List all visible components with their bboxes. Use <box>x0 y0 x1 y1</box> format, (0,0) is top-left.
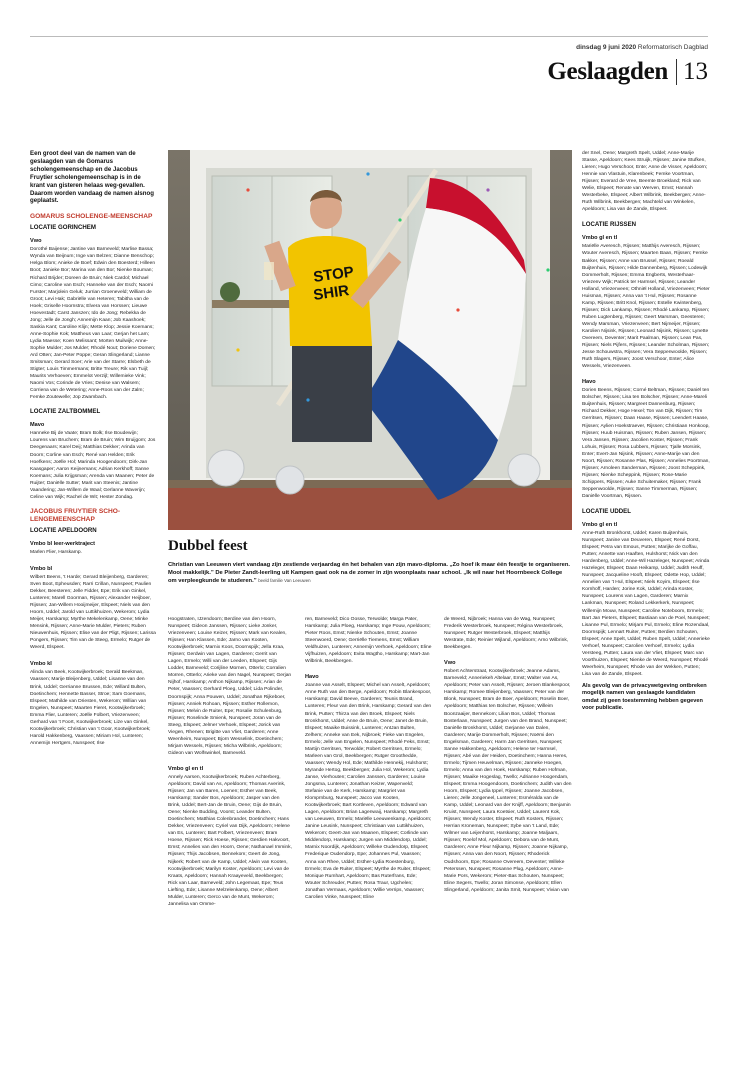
shirt-text-line-1: STOP <box>312 263 355 286</box>
names-list: Hanneke Bij de Vaate; Bram Bolk; Ilse Boudewijn; Lourens van Bruchem; Bram de Bruin; Wim Bruijgom; Jos Deegenaars; Karel Deij; Matthias Dekker; Arinda van Doorn; Corline van Esch; René van Helden; Erik Hoefkens; Joëlle Hol; Marinda Hoogendoorn; Dirk-Jan Kaasgaper; Aaron Keijnemans; Adrian Kerkhoff; Sanne Koemans; Julia Krijgsman; Arenda van Maanen; Peter de Ruijter; Daniëlle Sutter; Marit van Steenis; Jantine Vaandering; Jan-Willem de Waal; Gerlanne Waverijn; Celine van Wijk; Rachel de Wit; Hester Zondag. <box>30 431 156 500</box>
balloon-right <box>508 454 540 486</box>
names-list: Dorien Beens, Rijssen; Corné Beltman, Rijssen; Daniël ten Bolscher, Rijssen; Lisa ten Bolscher, Rijssen; Anne-Mareli Buijtenhuis, Rijssen; Margreet Dannenburg, Rijssen; Richard Dekker, Hoge Hexel; Ton van Dijk, Rijssen; Tim Gerritsen, Rijssen; Daan Haase, Rijssen; Leendert Haase, Rijssen; Aylien Hoekstraever, Rijssen; Christiaan Honkoop, Rijssen; Huub Huisman, Rijssen; Ruben Jansen, Rijssen; Vera Jansen, Rijssen; Jacolien Koster, Rijssen; Frank Lohuis, Rijssen; Rosa Lubbers, Rijssen; Tjalle Morsink, Enter; Evert-Jan Nijsink, Rijssen; Anne-Marije van den Noort, Rijssen; Rosanne Plas, Rijssen; Annelies Poortman, Rijssen; Arnoleen Sanderman, Rijssen; Joost Scheppink, Rijssen; Nienke Scheppink, Rijssen; Rose-Marie Schippers, Rijssen; Auke Schuitemaker, Rijssen; Frank Seppenwoolde, Rijssen; Sanne Timmerman, Rijssen; Daniëlle Voortman, Rijssen. <box>582 388 710 499</box>
subheading-mavo: Mavo <box>30 422 45 429</box>
names-list: Alinda van Beek, Kootwijkerbroek; Gerald Beekman, Vaassen; Marije Bleijenberg, Uddel; Lisanne van den Brink, Uddel; Gerrianne Brussen, Ede; Willard Bulten, Doetinchem; Hennette Basser, Stroe; Sam Goemans, Elspeet; Mathilde van Driesten, Wekerom; Willian van Engelen, Nunspeet; Maarten Fieret, Kootwijkerbroek; Emma Flier, Lunteren; Joëlle Folbert, Vriezenveen; Gerhard van 't Foort, Kootwijkerbroek; Lize van Ginkel, Kootwijkerbroek; Christian van 't Goor, Kootwijkerbroek; Harold Hakkenberg, Vaassen; Miriam Hol, Lunteren; Annemijn Hertgers, Nunspeet; Ilse <box>30 670 151 746</box>
school-heading-gomarus: GOMARUS SCHOLENGE-MEENSCHAP <box>30 213 153 221</box>
balloon-center <box>276 466 304 494</box>
intro-text: Een groot deel van de namen van de geslaagden van de Gomarus scholengemeenschap en de Jacobus Fruytier scholengemeenschap is in de krant van gisteren helaas weg-gevallen. Daarom worden vandaag de namen alsnog geplaatst. <box>30 150 154 205</box>
story-lead <box>168 562 572 586</box>
subheading-havo: Havo <box>305 674 319 681</box>
privacy-note: Als gevolg van de privacywetgeving ontbreken mogelijk namen van geslaagde kandidaten omdat zij geen toestemming hebben gegeven voor publicatie. <box>582 683 707 711</box>
school-heading-fruytier: JACOBUS FRUYTIER SCHO-LENGEMEENSCHAP <box>30 507 121 523</box>
balloon-left <box>208 450 244 486</box>
photo-credit: beeld familie Van Leeuwen <box>258 578 311 584</box>
person-trousers <box>292 346 372 442</box>
photo-illustration <box>168 150 572 530</box>
dateline <box>576 44 708 51</box>
location-heading-uddel: LOCATIE UDDEL <box>582 508 631 516</box>
glass <box>264 262 274 280</box>
lead-text: Christian van Leeuwen viert vandaag zijn zestiende verjaardag én het behalen van zijn mavo-diploma. „Zo hoef ik maar één feestje te organiseren. Mooi makkelijk.” De Pieter Zandt-leerling uit Kampen gaat ook na de zomer in zijn woonplaats naar school. „Ik wil naar het Hoornbeeck College om verpleegkunde te studeren.” <box>168 562 571 585</box>
newspaper-name: Reformatorisch Dagblad <box>637 44 708 51</box>
names-list: Dorothé Baijense; Jantine van Barneveld; Marlise Bassa; Wynda van Beijnum; Inge van Belzen; Dianne Benschop; Helga Blom; Anieke de Boef; Edwin den Boesterd; Hilleen Boot; Janieke Bor; Marina van den Bor; Nienke Bouman; Richard Brijder; Doreen de Bruin; Niek Cardol; Michael Cimo; Caroline van Esch; Hanneke van der Esch; Naomi Furster; Marjolein Geluk; Jurrian Groeneveld; William de Groot; Levi Hak; Gabriëlle van Heteren; Tabitha van de Hoek; Griselle Hoornstra; Elvera van Horssen; Lieuwe Hoevestadt; Carst Janszen; Ido de Jong; Rebekka de Jong; Jelle de Jongh; Annemijn Kaan; Job Kaashoek; Saskia Kant; Caroline Klijn; Mette Klop; Jessie Koemans; Anne-Sophie Kok; Mattheus van Laar; Gerjan het Lam; Lydia Maesse; Koen Melissant; Morten Muilwijk; Anne-Sophie Mulder; Jos Mulder; Rhodé Nout; Doriene Domen; Ard Otten; Jan-Peter Poppe; Geran Slingerland; Lianne Smitsman; Gerard Soer; Arie van der Starre; Elsbeth de Stigter; Louis Timmermans; Britte Treure; Rik van Tuijl; Maurits Verhoeven; Emmelot Verzijl; Willemieke Vink; Naomi Vos; Corinde de Vries; Denise van Walsem; Corriena van de Wetering; Anne-Roos van der Zalm; Femke Zoutewelle; Jop Zwambach. <box>30 247 156 401</box>
top-rule <box>30 36 708 37</box>
names-list: Joanne van Asselt, Elspeet; Michel van Asselt, Apeldoorn; Anne Ruth van den Berge, Apeldoorn; Robin Blankespoor, Harskamp; David Beeve, Garderen; Teunis Brand, Lunteren; Fleur van den Brink, Harskamp; Gerard van den Brink, Putten; Thirza van den Broek, Elspeet; Niels Bronkhorst, Uddel; Anne de Bruin, Oene; Janet de Bruin, Elspeet; Maaike Buissink, Lunteren; AntJan Bulten, Zelhem; Anneke van Eek, Nijbroek; Fieke van Engelen, Ermelo; Jelle van Engelen, Nunspeet; Rhodé Feks, Emst; Martijn Gerritsen, Terwolde; Robert Gerritsen, Ermelo; Marleen van Grol, Beekbergen; Rutger Groothedde, Vaassen; Wendy Hol, Ede; Mathilde Hennekij, Hulshorst; Myrande Hertog, Beekbergen; Julia Hol, Wekerom; Lydia Janse, Vierhouten; Carolien Janssen, Garderen; Louise Jongsma, Lunteren; Jonathan Keizer, Wapenveld; Stefanie van de Kerk, Harskamp; Margriet van Klomprnburg, Nunspeet; Jacco van Kooten, Kootwijkerbroek; Bart Kortleven, Apeldoorn; Edward van Lagen, Apeldoorn; Brian Lagenwaij, Harskamp; Margreth van Leeuwen, Ermelo; Mariëlle Leeuwenkamp, Apeldoorn; Janine Leusink, Nunspeet; Christiaan van Luttikhuizen, Wekerom; Geert-Jan van Maanen, Elspeet; Corlinde van Middendorp, Harskamp; Jurgen van Middendorp, Uddel; Marnix Noordijk, Apeldoorn; Willeke Oudendorp, Elspeet; Frederique Oudendorp, Epe; Johannes Pul, Vaassen; Anna van Rhee, Uddel; Esther-Lydia Roestenburg, Ermelo; Eva de Ruiter, Elspeet; Myrthe de Ruiter, Elspeet; Monique Rumhart, Apeldoorn; Bas Ruterfrans, Ede; Wouter Schreuder, Putten; Rosa Traur, Ugchelen; Jonathan Vermaas, Apeldoorn; Willie Verrips, Vaassen; Carolien Vinke, Nunspeet; Eline <box>305 683 432 900</box>
column-6 <box>582 150 710 1068</box>
subheading-gl-tl: Vmbo gl en tl <box>582 235 618 242</box>
subheading-havo: Havo <box>582 379 596 386</box>
page-number: 13 <box>683 58 708 85</box>
carpet <box>168 488 572 530</box>
subheading-vwo: Vwo <box>444 660 456 667</box>
names-list: der Snel, Oene; Margreth Spelt, Uddel; Anne-Marije Stasse, Apeldoorn; Kees Struijk, Rijssen; Janine Stufken, Lieren; Hugo Verschoor, Ente; Anne de Visser, Apeldoorn; Hennie van Vlastuin, Klarenbeek; Femke Voortman, Rijssen; Everard de Vree, Beemte Broekland; Rick van Welie, Elspeet; Renate van Werven, Emst; Hannah Westerbeke, Elspeet; Albert Wilbrink, Beekbergen; Anne-Ruth Wilbrink, Beekbergen; Machteld van Winkelen, Apeldoorn; Lisa van de Zande, Elspeet. <box>582 151 708 213</box>
names-list: Hoogstraten, IJzendoorn; Berdine van den Hoorn, Nunspeet; Gideon Janssen, Rijssen; Lieke Jonker, Vriezenveen; Louise Keizer, Rijssen; Mark van Kealen, Rijssen; Han Klassen, Ede; Jarno van Kooten, Kootwijkerbroek; Marnix Koos, Doornspijk; Jella Kraa, Rijssen; Gerdwin van Lagen, Garderen; Gerrit van Lagen, Ermelo; Willi van der Leeden, Elspeet; Gijs Lodder, Barneveld; Corijline Mornen, Otterlo; Corralien Morren, Otterlo; Arieke van den Nagel, Nunspeet; Gerjan Nijhof, Harskamp; Anthon Nijkamp, Rijssen; Arian de Peter, Vaassen; Gerhard Ploeg, Uddel; Lida Polinder, Doornspijk; Anna Pouwen, Uddel; Jonathan Rijkeboer, Rijssen; Anniek Rohoan, Rijssen; Esther Rollemon, Rijssen; Melvin de Ruiter, Epe; Rosalie Schulenburg, Rijssen; Roselinde Smienk, Nunspeet; Joran van de Steeg, Elspeet; Jelmer Verhoek, Elspeet; Jorick van Viegen, Rhenen; Brigitte van Vliet, Garderen; Anne Weenheim, Nunspeet; Bjorn Wesselink, Doetinchem; Mirjam Wessels, Rijssen; Micha Wilbrink, Apeldoorn; Gideon van Wolfswinkel, Barneveld. <box>168 617 292 756</box>
page-header <box>547 58 708 86</box>
subheading-gl-tl: Vmbo gl en tl <box>168 765 204 772</box>
subheading-bl: Vmbo bl <box>30 565 53 572</box>
section-title: Geslaagden <box>547 58 668 85</box>
names-list: Annely Aarsen, Kootwijkerbroek; Ruben Achterberg, Apeldoorn; David van As, Apeldoorn; Thomas Averink, Rijssen; Jan van Baren, Loenen; Esther van Beek, Harskamp; Sander Bos, Apeldoorn; Jasper van den Brink, Uddel; Bert-Jan de Bruin, Oene; Gijs de Bruin, Oene; Nienke Budding, Voorst; Leander Bulten, Doetinchem; Matthias Colenbrander, Doetinchem; Hans Dekker, Vriezenveen; Cyriel van Dijk, Apeldoorn; Helene van Es, Lunteren; Bart Folbert, Vriezenveen; Bram Hoese, Rijssen; Rick Hoese, Rijssen; Gerdien Hakvoort, Emst; Annelies van den Hoorn, Oene; Nathanael Immink, Rijssen; Thijs Jacobsen, Bennekom; Geert de Jong, Nijkerk; Robert van de Kamp, Uddel; Alwin van Kooten, Kootwijkerbroek; Marilyn Koster, Apeldoorn; Levi van de Kraats, Apeldoorn; Hannah Kraayeveld, Beekbergen; Rick van Laar, Barneveld; John Legemaat, Epe; Teus Liefting, Ede; Lisanne Melzelenkamp, Oene; Albert Mulder, Lunteren; Gerco van de Munt, Wekerom; Jannelisa van Omme- <box>168 774 292 907</box>
column-2 <box>168 616 293 1068</box>
names-list: Anne-Ruth Bronkhorst, Uddel; Karen Buijtenhuis, Nunspeet; Janine van Deuveren, Elspeet; René Dorst, Elspeet; Petra van Emous, Putten; Marijke de Goffau, Putten; Annette van Haaften, Hulshorst; Nick van den Hardenberg, Uddel; Anne-Wil Hazeleger, Nunspeet; Arinda Hazeleger, Elspeet; Daan Heikamp, Uddel; Judith Heuff, Nunspeet; Jacqueline Hooft, Elspeet; Odette Hop, Uddel; Annelien van 't Hul, Elspeet; Niels Koyim, Elspeet; Ilse Kornhoff, Harden; Jorine Kok, Uddel; Arinda Koster, Nunspeet; Lourens van Lagen, Garderen; Marnix Lankman, Nunspeet; Roland Lekkerkerk, Nunspeet; Willemijn Mouw, Nunspeet; Caroline Noteboom, Ermelo; Bart Jan Pieters, Elspeet; Bastiaan van de Poel, Nunspeet; Lisanne Pul, Ermelo; Mirjam Pul, Ermelo; Eline Rozendaal, Doornspijk; Lennart Ruiter, Putten; Berdien Schouten, Elspeet; Anne Spelt, Uddel; Ruben Spelt, Uddel; Annerieke Verhoef, Nunspeet; Carolien Verhoef, Ermelo; Lydia Versteeg, Putten; Laura van der Vliet, Elspeet; Marc van Voorthuizen, Elspeet; Nienke de Weerd, Nunspeet; Rhodé Weerheim, Nunspeet; Rhode van der Wekken, Putten; Lisa van de Zande, Elspeet. <box>582 531 710 677</box>
issue-date: dinsdag 9 juni 2020 <box>576 44 637 51</box>
subheading-lwt: Vmbo bl leer-werktraject <box>30 540 95 547</box>
names-list: Marlen Flier, Harskamp. <box>30 549 82 555</box>
location-heading-gorinchem: LOCATIE GORINCHEM <box>30 224 96 232</box>
column-1 <box>30 150 156 1068</box>
location-heading-rijssen: LOCATIE RIJSSEN <box>582 221 637 229</box>
story-photo <box>168 150 572 530</box>
names-list: Mariëlle Averesch, Rijssen; Matthijs Averesch, Rijssen; Wouter Averesch, Rijssen; Maarten Baan, Rijssen; Femke Bakker, Rijssen; Anne van Brussel, Rijssen; Roeald Buijtenhuis, Rijssen; Hilde Dannenberg, Rijssen; Lodewijk Dommerholt, Rijssen; Emma Engberts, Westerhaar-Vriezenv Wijk; Patrick ter Harmsel, Rijssen; Leander Holland, Vriezenveen; Othniël Holland, Vriezenveen; Pieter Huisman, Rijssen; Anna van 't Hul, Rijssen; Rosanne Kamp, Rijssen; Britt Knol, Rijssen; Estelle Kwintenberg, Rijssen; Dick Lankamp, Rijssen; Rhodé Lankamp, Rijssen; Ruben Lugtenberg, Rijssen; Geert Marsman, Geesteren; Wendy Marsman, Vriezenveen; Bert Nijmeijer, Rijssen; Karolien Nijsink, Rijssen; Leonard Nijsink, Rijssen; Lynette Overeem, Deventer; Marit Paalman, Rijssen; Lean Pas, Rijssen; Niels Pijfers, Rijssen; Leander Scholman, Rijssen; Jesse Schouwstra, Rijssen; Vera Seppenwoolde, Rijssen; Ruth Slagers, Rijssen; Joost Verschoor, Enter; Alice Wessels, Vriezenveen. <box>582 244 710 370</box>
story-headline: Dubbel feest <box>168 538 248 554</box>
names-list: Wilbert Beens, 't Harde; Gerard Bleijenberg, Garderen; Sven Boot, Epheusden; Rarri Crillan, Nunspeet; Paulien Dekker, Beesteren; Jelle Fidder, Epe; Erik van Ginkel, Lunteren; Marell Goorman, Rijssen; Alexander Heijboer, Rijssen; Jan-Willem Hooijmeijer, Elspeet; Niels van den Hoorn, Uddel; Jarold van Luttikhuizen, Wekerom; Lydia Meijer, Harskamp; Myrthe Mekelenkamp, Oene; Minke Mensink, Rijssen; Anne-Marie Mulder, Pieters; Ruben Nieuwenhuis, Rijssen; Elise van der Pligt, Rijssen; Larissa Pongers, Rijssen; Tim van de Steeg, Ermelo; Rutger de Weerd, Elspeet. <box>30 574 156 651</box>
location-heading-apeldoorn: LOCATIE APELDOORN <box>30 526 97 534</box>
names-list: ren, Barneveld; Dico Oosse, Terwolde; Marga Pater, Harskamp; Julia Ploeg, Harskamp; Inge Pouw, Apeldoorn; Pieter Roos, Emst; Nienke Schouten, Emst; Joanne Steenwoerd, Oene; Gerriëlle Tiemens, Emst; William Veldhuizen, Lunteren; Annemijn Verhoek, Apeldoorn; Eline Vijfhuizen, Apeldoorn; Evita Wagtho, Harskamp; Mart-Jan Wilbrink, Beekbergen. <box>305 617 432 665</box>
location-heading-zaltbommel: LOCATIE ZALTBOMMEL <box>30 408 101 416</box>
names-list: Robert Achterstraat, Kootwijkerbroek; Jeanne Adams, Barneveld; Anneriekeh Altelaar, Emst; Walter van As, Apeldoorn; Peter van Asselt, Rijssen; Jeroen Blankespoor, Harskamp; Romee Bleijenberg, Vaassen; Peter van der Blonk, Nunspeet; Bram de Boer, Apeldoorn; Roselin Boer, Apeldoorn; Matthias ten Bolscher, Rijssen; Willeim Boonzaaijer, Bennekom; Lilian Bos, Uddel; Thomas Bosterlaan, Nunspeet; Jurgen van den Brand, Nunspeet; Daniëlle Bronkhorst, Uddel; Gerjanne van Dalen, Garderen; Marije Dommerholt, Rijssen; Noëmi den Engelsman, Garderen; Harm Jan Gerritsen, Nunspeet; Sanne Hakkenberg, Apeldoorn; Helene ter Harmsel, Rijssen; Abé van der Heiden, Doetinchem; Hanna Heres, Ermelo; Tijmen Heuvelman, Rijssen; Janneke Hoegen, Ermelo; Anna van den Hoek, Harskamp; Ruben Hofman, Rijssen; Maaike Hogeslag, Twello; Adrianne Hoogendam, Elspeet; Emma Hoogendoorn, Doetinchem; Judith van den Hoorn, Elspeet; Lydia Ippel, Rijssen; Joanne Jacobsen, Lieren; Jelle Jongeneel, Lunteren; Esméralda van de Kamp, Uddel; Leonard van der Knijff, Apeldoorn; Benjamin Kruist, Nunspeet; Laura Koetsier, Uddel; Laurent Kok, Rijssen; Wendy Koster, Elspeet; Ruth Kosters, Rijssen; Herrian Kroneman, Nunspeet; Sybe van 't Land, Ede; Wilmer van Leijenhorst, Harskamp; Joanne Maljaars, Rijssen; Roelof Mol, Apeldoorn; Debora van de Munt, Garderen; Anne Fleur Nijkamp, Rijssen; Joanne Nijkamp, Rijssen; Anna van den Noort, Rijssen; Rhoderick Oudshoorn, Epe; Rosanne Overeem, Deventer; Willeke Peterssen, Nunspeet; Rosanne Plug, Apeldoorn; Anne-Marie Pors, Wekerom; Pieter-Bas Schouten, Nunspeet; Eline Segers, Twello; Joran Simonse, Apeldoorn; Ellen Slingerland, Apeldoorn; Janita Smit, Nunspeet; Vivian van <box>444 669 572 893</box>
shirt-text-line-2: SHIR <box>312 282 351 304</box>
header-divider <box>676 59 677 85</box>
names-list: de Weerd, Nijbroek; Hanna van de Wag, Nunspeet; Frederik Westerbroek, Nunspeet; Régina Westerbroek, Nunspeet; Rutger Westerbroek, Elspeet; Matthijs Westrate, Ede; Reinier Wijland, Apeldoorn; Arno Wilbrink, Beekbergen. <box>444 617 569 651</box>
subheading-kl: Vmbo kl <box>30 661 52 668</box>
column-3 <box>305 616 432 1068</box>
subheading-gl-tl: Vmbo gl en tl <box>582 522 618 529</box>
subheading-vwo: Vwo <box>30 238 42 245</box>
column-4 <box>444 616 572 1068</box>
